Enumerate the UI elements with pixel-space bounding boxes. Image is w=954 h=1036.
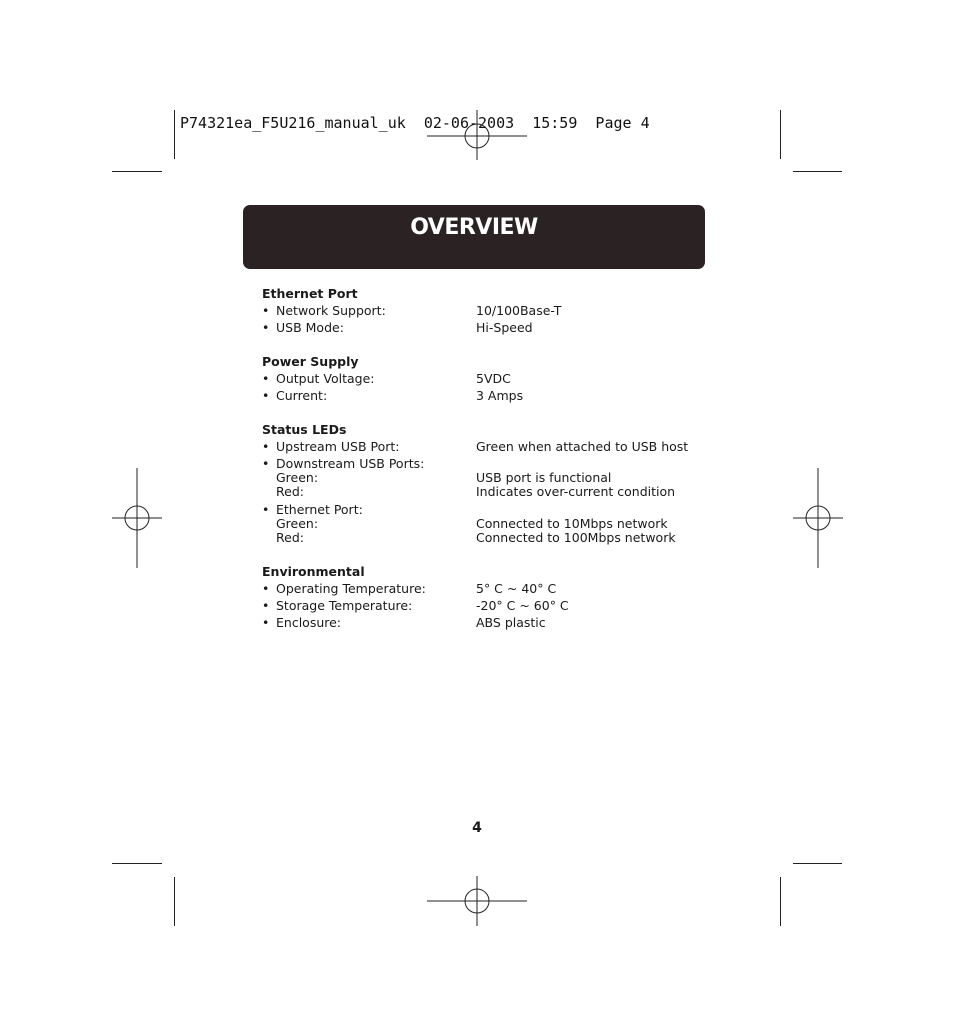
spec-label: Current: <box>276 388 328 403</box>
section-power-supply <box>262 354 722 404</box>
spec-subrow <box>262 484 722 500</box>
crop-mark <box>793 171 842 172</box>
spec-value: -20° C ~ 60° C <box>476 598 569 613</box>
spec-row <box>262 371 722 387</box>
spec-label: Enclosure: <box>276 615 342 630</box>
registration-mark-right <box>793 468 843 568</box>
spec-row <box>262 303 722 319</box>
spec-value: 10/100Base-T <box>476 303 562 318</box>
spec-row <box>262 388 722 404</box>
spec-label: Upstream USB Port: <box>276 439 400 454</box>
section-banner <box>243 205 705 269</box>
bullet: • <box>262 581 270 596</box>
spec-value: Green when attached to USB host <box>476 439 689 454</box>
spec-row <box>262 581 722 597</box>
spec-content <box>262 286 722 649</box>
spec-label: Ethernet Port: <box>276 502 363 517</box>
bullet: • <box>262 456 270 471</box>
spec-row <box>262 320 722 336</box>
spec-label: Red: <box>276 484 304 499</box>
spec-value: USB port is functional <box>476 470 612 485</box>
section-environmental <box>262 564 722 631</box>
bullet: • <box>262 303 270 318</box>
spec-label: Green: <box>276 470 319 485</box>
bullet: • <box>262 502 270 517</box>
spec-label: Red: <box>276 530 304 545</box>
section-status-leds <box>262 422 722 546</box>
spec-label: Output Voltage: <box>276 371 375 386</box>
bullet: • <box>262 615 270 630</box>
crop-mark <box>174 110 175 159</box>
spec-value: Indicates over-current condition <box>476 484 676 499</box>
spec-row <box>262 615 722 631</box>
bullet: • <box>262 320 270 335</box>
crop-mark <box>780 877 781 926</box>
print-slug: P74321ea_F5U216_manual_uk 02-06-2003 15:59 Page 4 <box>180 114 650 132</box>
spec-value: Connected to 10Mbps network <box>476 516 668 531</box>
spec-value: ABS plastic <box>476 615 546 630</box>
crop-mark <box>793 863 842 864</box>
section-ethernet-port <box>262 286 722 336</box>
spec-group-downstream <box>262 456 722 500</box>
spec-label: Downstream USB Ports: <box>276 456 425 471</box>
spec-value: Connected to 100Mbps network <box>476 530 676 545</box>
spec-value: 5° C ~ 40° C <box>476 581 557 596</box>
registration-mark-top <box>427 110 527 160</box>
spec-group-ethernet <box>262 502 722 546</box>
section-title: Environmental <box>262 564 365 579</box>
section-title: Power Supply <box>262 354 359 369</box>
registration-mark-left <box>112 468 162 568</box>
spec-subrow <box>262 530 722 546</box>
crop-mark <box>174 877 175 926</box>
bullet: • <box>262 371 270 386</box>
spec-label: Network Support: <box>276 303 386 318</box>
crop-mark <box>780 110 781 159</box>
page-title: OVERVIEW <box>410 215 538 240</box>
spec-row <box>262 439 722 455</box>
spec-label: Storage Temperature: <box>276 598 413 613</box>
spec-value: 5VDC <box>476 371 511 386</box>
crop-mark <box>112 171 162 172</box>
spec-value: 3 Amps <box>476 388 524 403</box>
bullet: • <box>262 439 270 454</box>
page-number: 4 <box>472 820 482 836</box>
section-title: Ethernet Port <box>262 286 358 301</box>
crop-mark <box>112 863 162 864</box>
section-title: Status LEDs <box>262 422 347 437</box>
spec-label: Green: <box>276 516 319 531</box>
registration-mark-bottom <box>427 876 527 926</box>
spec-value: Hi-Speed <box>476 320 533 335</box>
bullet: • <box>262 598 270 613</box>
bullet: • <box>262 388 270 403</box>
spec-label: USB Mode: <box>276 320 344 335</box>
spec-label: Operating Temperature: <box>276 581 426 596</box>
spec-row <box>262 598 722 614</box>
